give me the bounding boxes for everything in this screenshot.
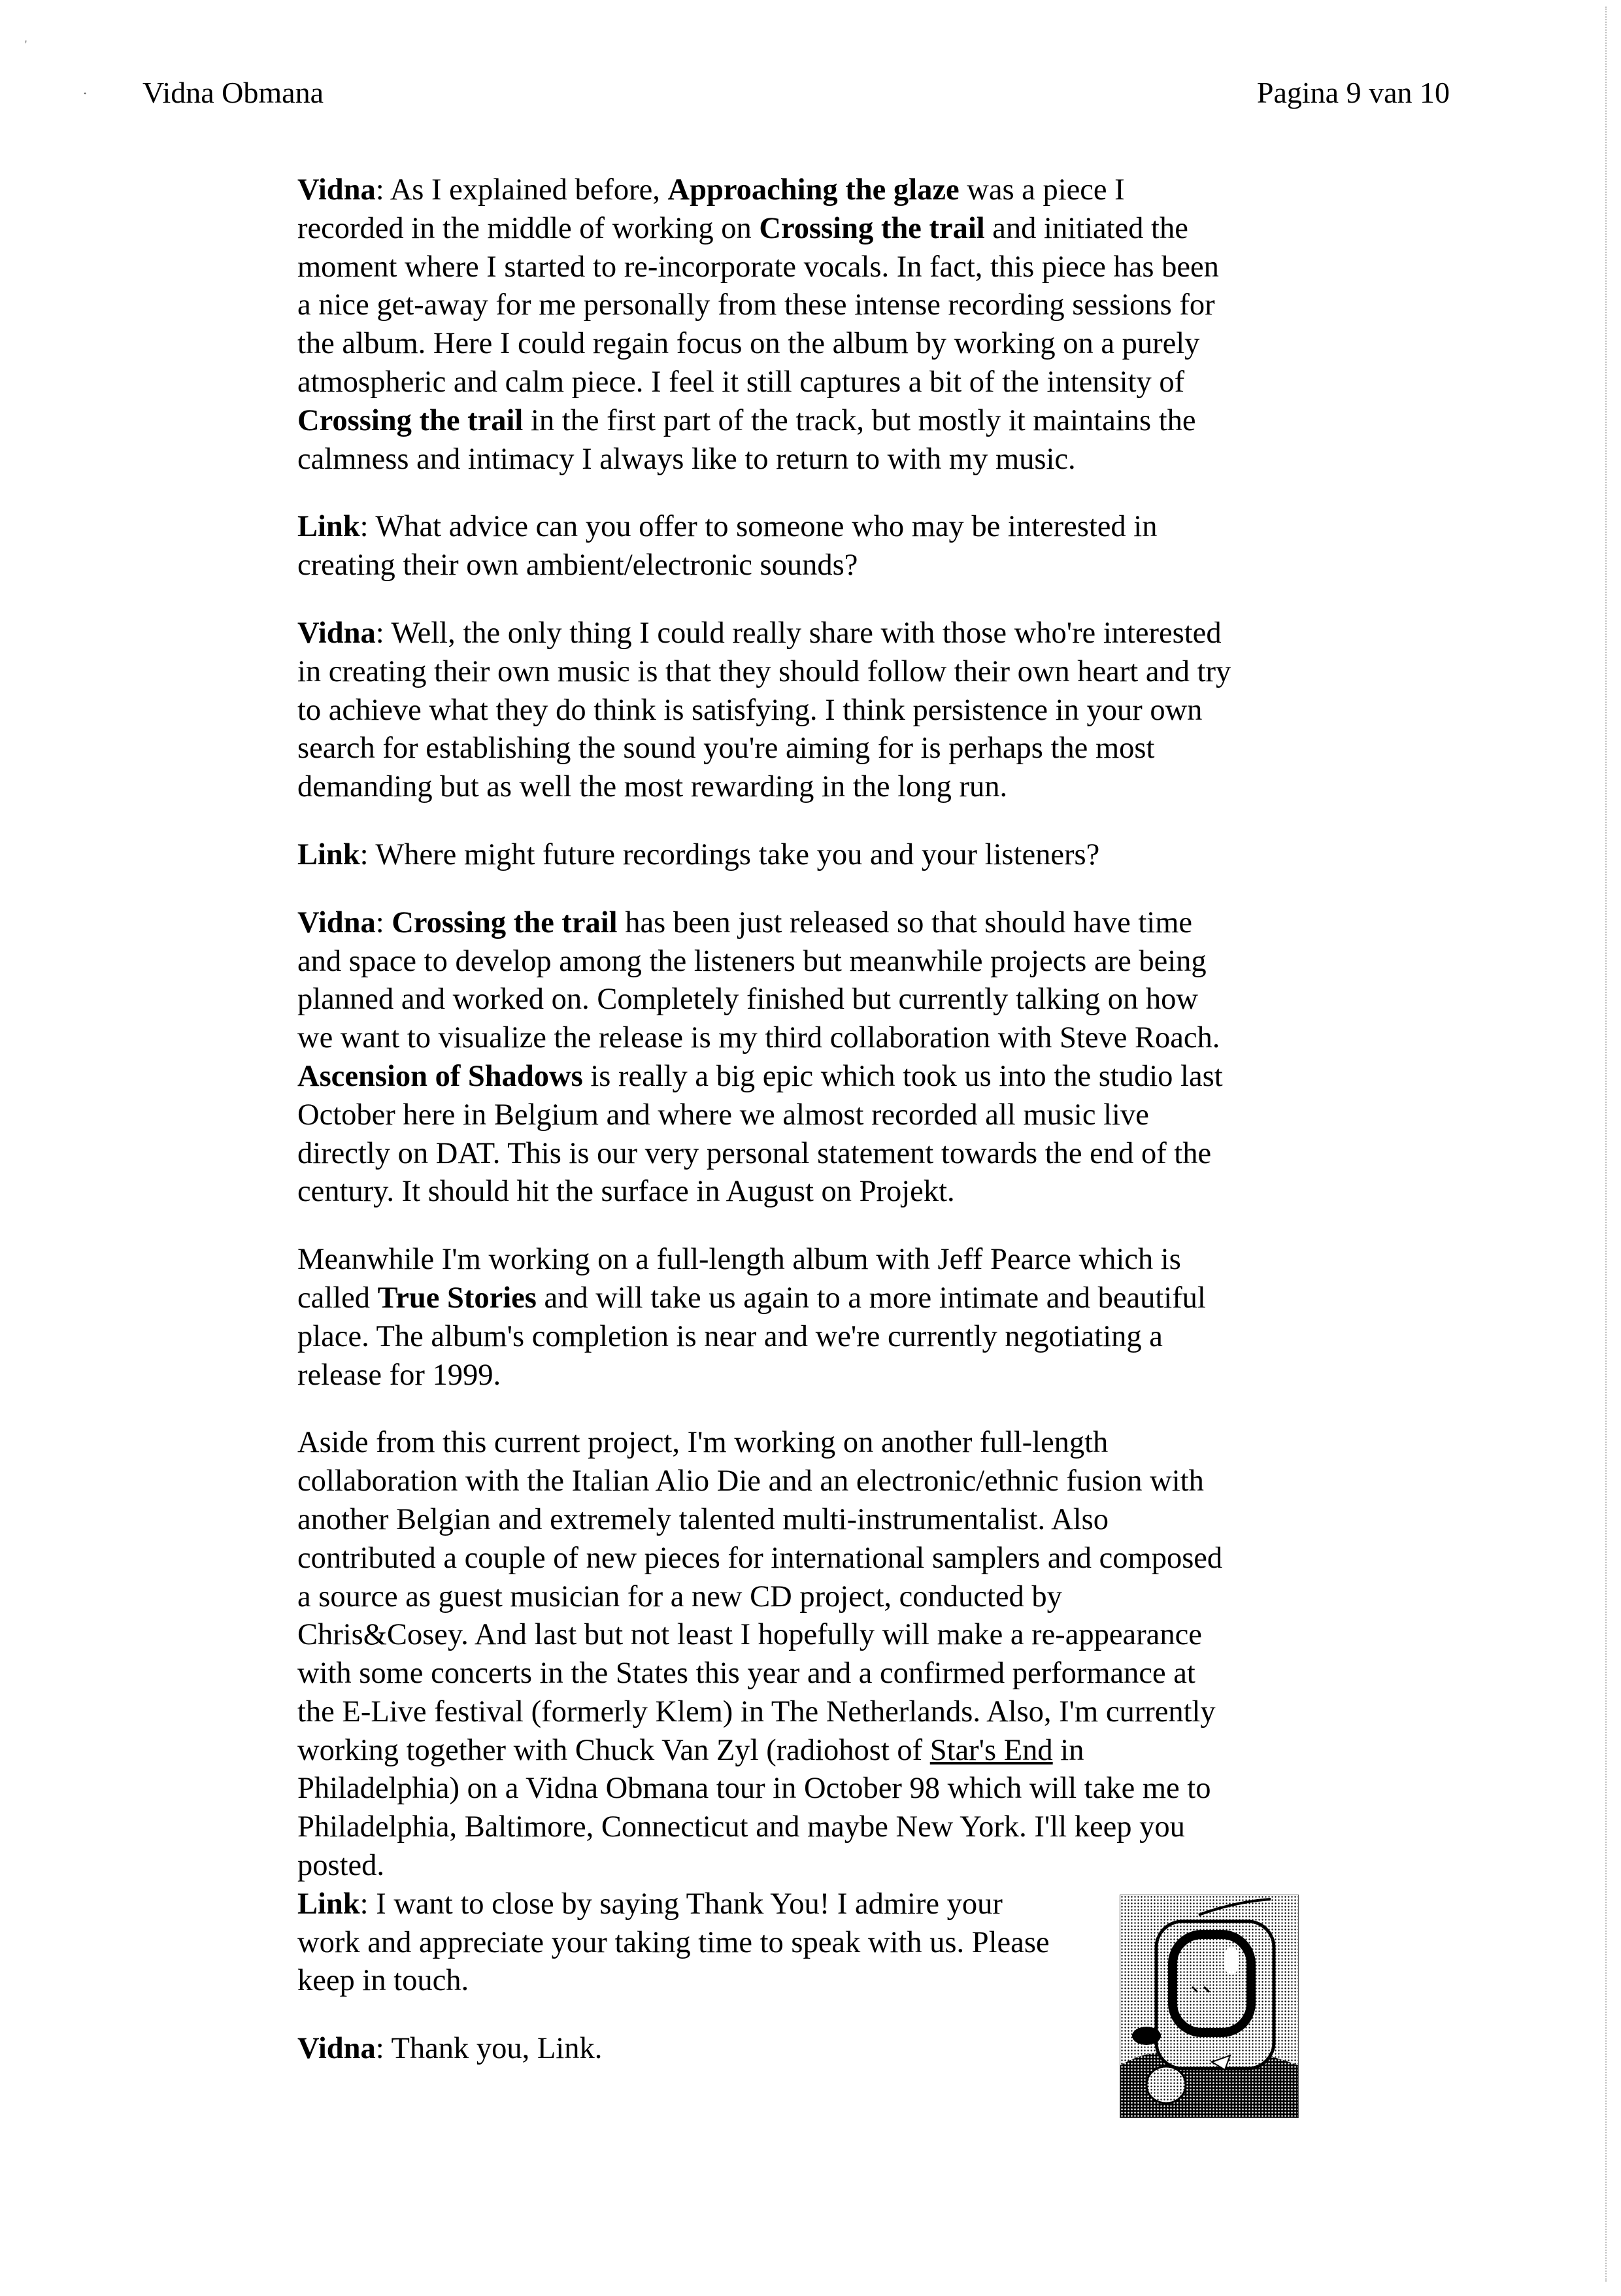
text-line [297,325,1324,363]
text-line [297,692,1324,730]
scan-speck: • [84,89,87,98]
bold-term: True Stories [377,1281,537,1315]
text-line [297,1279,1324,1318]
stars-end-link[interactable]: Star's End [929,1733,1053,1767]
text-run: we want to visualize the release is my third collaboration with Steve Roach. [297,1021,1220,1055]
text-line [297,768,1324,807]
paragraph-p6 [297,1241,1324,1394]
bold-term: Vidna [297,173,376,207]
text-line [297,1693,1324,1732]
text-run: posted. [297,1849,385,1883]
text-line [297,1501,1324,1540]
text-run: is really a big epic which took us into the studio last [582,1059,1223,1093]
interview-body [297,171,1324,2098]
text-line [297,1357,1324,1395]
text-run: and space to develop among the listeners but meanwhile projects are being [297,944,1207,978]
text-run: : Well, the only thing I could really share with those who're interested [375,616,1222,650]
bold-term: Vidna [297,2032,376,2066]
text-line [297,1732,1324,1770]
text-line [297,904,1324,943]
text-run: : Where might future recordings take you and your listeners? [359,837,1100,871]
text-line [297,1424,1324,1462]
text-run: another Belgian and extremely talented multi-instrumentalist. Also [297,1502,1109,1536]
bold-term: Link [297,510,360,544]
text-run: directly on DAT. This is our very personal statement towards the end of the [297,1136,1212,1170]
text-line [297,1058,1324,1096]
paragraph-p7 [297,1424,1324,1885]
paragraph-p2 [297,508,1324,585]
text-run: the album. Here I could regain focus on the album by working on a purely [297,327,1200,361]
text-line [297,363,1324,402]
text-run: place. The album's completion is near and we're currently negotiating a [297,1319,1163,1353]
text-run: : I want to close by saying Thank You! I admire your [359,1887,1003,1921]
text-line [297,1847,1324,1885]
scan-edge [1605,7,1607,2282]
text-line [297,1655,1324,1693]
text-run: Meanwhile I'm working on a full-length album with Jeff Pearce which is [297,1243,1181,1277]
text-run: recorded in the middle of working on [297,211,760,245]
text-line [297,508,1324,547]
text-run: : As I explained before, [375,173,668,207]
paragraph-p4 [297,836,1324,875]
text-run: collaboration with the Italian Alio Die and an electronic/ethnic fusion with [297,1464,1204,1498]
bold-term: Vidna [297,905,376,939]
text-line [297,248,1324,287]
text-run: contributed a couple of new pieces for international samplers and composed [297,1541,1223,1575]
text-run: was a piece I [959,173,1125,207]
cartoon-portrait-icon [1120,1895,1299,2118]
text-run: has been just released so that should have time [617,905,1192,939]
text-run: in the first part of the track, but mostly it maintains the [523,403,1196,437]
text-line [297,1540,1324,1578]
text-run: in [1052,1733,1084,1767]
bold-term: Crossing the trail [297,403,524,437]
text-run: Philadelphia, Baltimore, Connecticut and maybe New York. I'll keep you [297,1810,1185,1844]
text-run: October here in Belgium and where we almost recorded all music live [297,1098,1149,1132]
text-line [297,1096,1324,1135]
paragraph-p3 [297,615,1324,807]
text-line [297,615,1324,653]
bold-term: Link [297,837,360,871]
text-line [297,836,1324,875]
bold-term: Vidna [297,616,376,650]
text-run: called [297,1281,378,1315]
text-line [297,653,1324,692]
text-run: search for establishing the sound you're aiming for is perhaps the most [297,732,1155,766]
text-line [297,1770,1324,1808]
bold-term: Ascension of Shadows [297,1059,583,1093]
text-line [297,981,1324,1019]
text-run: : What advice can you offer to someone who may be interested in [359,510,1158,544]
text-run: demanding but as well the most rewarding in the long run. [297,770,1008,804]
scan-speck: ' [25,38,27,51]
text-run: working together with Chuck Van Zyl (radiohost of [297,1733,930,1767]
text-line [297,286,1324,325]
text-run: and will take us again to a more intimate and beautiful [536,1281,1206,1315]
text-line [297,730,1324,768]
text-run: work and appreciate your taking time to speak with us. Please [297,1925,1050,1959]
text-run: : Thank you, Link. [375,2032,603,2066]
bold-term: Crossing the trail [759,211,985,245]
text-run: with some concerts in the States this year and a confirmed performance at [297,1657,1195,1691]
text-line [297,1241,1324,1279]
paragraph-p5 [297,904,1324,1211]
text-run: the E-Live festival (formerly Klem) in The Netherlands. Also, I'm currently [297,1695,1216,1729]
text-run: a nice get-away for me personally from these intense recording sessions for [297,288,1215,322]
text-line [297,402,1324,441]
text-line [297,1616,1324,1655]
text-run: in creating their own music is that they should follow their own heart and try [297,654,1231,688]
text-line [297,1173,1324,1211]
bold-term: Crossing the trail [392,905,618,939]
text-line [297,547,1324,585]
text-run: calmness and intimacy I always like to return to with my music. [297,442,1076,476]
text-run: release for 1999. [297,1358,501,1392]
text-run: keep in touch. [297,1964,469,1998]
paragraph-p1 [297,171,1324,479]
text-line [297,171,1324,210]
text-line [297,210,1324,248]
text-line [297,1318,1324,1357]
text-run: planned and worked on. Completely finished but currently talking on how [297,983,1198,1017]
bold-term: Approaching the glaze [667,173,960,207]
text-line [297,1135,1324,1173]
bold-term: Link [297,1887,360,1921]
text-line [297,1578,1324,1617]
text-line [297,943,1324,981]
document-title: Vidna Obmana [142,76,324,109]
text-line [297,441,1324,479]
text-run: creating their own ambient/electronic sounds? [297,549,858,582]
text-line [297,1019,1324,1058]
text-run: atmospheric and calm piece. I feel it still captures a bit of the intensity of [297,365,1185,399]
text-run: and initiated the [984,211,1188,245]
text-run: : [375,905,392,939]
text-run: century. It should hit the surface in August on Projekt. [297,1175,955,1209]
text-line [297,1462,1324,1501]
text-run: a source as guest musician for a new CD project, conducted by [297,1579,1062,1613]
text-run: moment where I started to re-incorporate vocals. In fact, this piece has been [297,250,1219,284]
text-line [297,1808,1324,1847]
text-run: Philadelphia) on a Vidna Obmana tour in October 98 which will take me to [297,1772,1211,1806]
page-number: Pagina 9 van 10 [1256,76,1450,109]
text-run: Chris&Cosey. And last but not least I hopefully will make a re-appearance [297,1618,1202,1652]
text-run: Aside from this current project, I'm working on another full-length [297,1426,1109,1460]
text-run: to achieve what they do think is satisfying. I think persistence in your own [297,693,1203,727]
